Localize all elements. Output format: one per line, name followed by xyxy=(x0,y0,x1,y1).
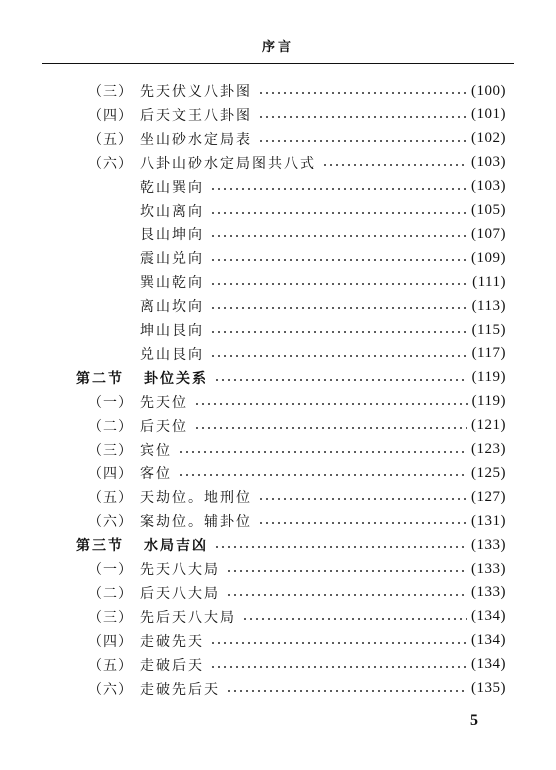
toc-row xyxy=(88,558,506,580)
dot-leader xyxy=(210,307,468,309)
toc-entry-page: (133) xyxy=(471,560,506,577)
toc-entry-number: （一） xyxy=(88,562,133,578)
toc-entry-number: （二） xyxy=(88,585,133,602)
toc-row xyxy=(140,200,506,222)
dot-leader xyxy=(258,140,467,142)
toc-entry-page: (133) xyxy=(471,584,506,601)
dot-leader xyxy=(226,570,467,572)
toc-row xyxy=(88,654,506,676)
toc-row xyxy=(140,247,506,269)
toc-entry-page: (135) xyxy=(471,680,506,696)
dot-leader xyxy=(210,355,468,357)
toc-entry-number: （五） xyxy=(88,490,133,507)
toc-row xyxy=(88,415,506,437)
toc-entry-number: （五） xyxy=(88,657,133,674)
dot-leader xyxy=(226,594,467,596)
toc-entry-page: (105) xyxy=(471,202,506,218)
dot-leader xyxy=(214,379,468,381)
toc-entry-title: 水局吉凶 xyxy=(144,538,208,555)
toc-entry-title: 离山坎向 xyxy=(140,299,204,316)
dot-leader xyxy=(214,546,467,548)
toc-entry-number: （四） xyxy=(88,466,133,483)
toc-row xyxy=(88,630,506,652)
toc-entry-page: (127) xyxy=(471,488,506,505)
dot-leader xyxy=(242,618,467,620)
dot-leader xyxy=(210,212,467,214)
toc-entry-title: 走破先天 xyxy=(140,633,204,650)
toc-row xyxy=(140,271,506,293)
toc-entry-number: （四） xyxy=(88,107,133,124)
toc-row xyxy=(88,80,506,102)
toc-row xyxy=(88,128,506,150)
dot-leader xyxy=(210,331,468,333)
toc-row xyxy=(88,606,506,628)
toc-entry-title: 巽山乾向 xyxy=(140,275,204,292)
dot-leader xyxy=(194,403,468,405)
toc-entry-page: (115) xyxy=(471,321,506,338)
toc-entry-page: (125) xyxy=(471,464,506,481)
toc-entry-number: （五） xyxy=(88,131,133,148)
dot-leader xyxy=(210,642,467,644)
toc-entry-page: (121) xyxy=(471,417,506,434)
toc-entry-title: 坤山艮向 xyxy=(140,323,204,339)
toc-entry-number: 第三节 xyxy=(76,538,124,555)
toc-entry-title: 乾山巽向 xyxy=(140,179,204,196)
toc-entry-page: (119) xyxy=(471,393,506,410)
toc-entry-title: 先天位 xyxy=(140,394,188,411)
toc-row xyxy=(140,319,506,341)
toc-entry-page: (131) xyxy=(471,512,506,529)
toc-entry-title: 走破后天 xyxy=(140,657,204,674)
toc-row xyxy=(140,176,506,198)
toc-entry-page: (103) xyxy=(471,178,506,195)
toc-entry-title: 后天八大局 xyxy=(140,585,220,602)
dot-leader xyxy=(178,474,467,476)
toc-entry-title: 八卦山砂水定局图共八式 xyxy=(140,155,316,172)
toc-entry-title: 卦位关系 xyxy=(144,370,208,387)
dot-leader xyxy=(194,427,467,429)
toc-entry-page: (102) xyxy=(471,130,506,147)
toc-row xyxy=(88,152,506,174)
toc-entry-title: 坐山砂水定局表 xyxy=(140,131,252,148)
toc-entry-title: 坎山离向 xyxy=(140,203,204,220)
toc-entry-number: （三） xyxy=(88,442,133,459)
toc-entry-page: (111) xyxy=(472,273,506,290)
toc-entry-page: (134) xyxy=(471,608,506,625)
toc-entry-title: 震山兑向 xyxy=(140,251,204,268)
toc-entry-title: 案劫位。辅卦位 xyxy=(140,514,252,531)
toc-entry-page: (113) xyxy=(471,297,506,314)
dot-leader xyxy=(210,283,468,285)
toc-entry-title: 后天文王八卦图 xyxy=(140,107,252,124)
toc-section-row xyxy=(76,367,506,389)
toc-entry-number: （四） xyxy=(88,633,133,650)
toc-entry-title: 艮山坤向 xyxy=(140,227,204,244)
toc-entry-number: （六） xyxy=(88,514,133,531)
toc-entry-page: (109) xyxy=(471,249,506,266)
toc-row xyxy=(140,343,506,365)
toc-entry-title: 先天八大局 xyxy=(140,562,220,578)
dot-leader xyxy=(210,188,467,190)
toc-row xyxy=(88,439,506,461)
toc-entry-number: （三） xyxy=(88,609,133,626)
toc-entry-title: 先天伏义八卦图 xyxy=(140,84,252,100)
toc-row xyxy=(140,223,506,245)
dot-leader xyxy=(258,92,467,94)
toc-entry-number: （一） xyxy=(88,394,133,411)
toc-entry-title: 客位 xyxy=(140,466,172,483)
toc-entry-page: (133) xyxy=(471,536,506,553)
running-header: 序言 xyxy=(261,40,294,55)
toc-entry-page: (134) xyxy=(471,656,506,673)
toc-row xyxy=(140,295,506,317)
dot-leader xyxy=(210,235,467,237)
toc-entry-number: （三） xyxy=(88,84,133,100)
toc-row xyxy=(88,582,506,604)
page-number: 5 xyxy=(470,712,478,729)
toc-entry-title: 走破先后天 xyxy=(140,681,220,698)
toc-entry-page: (117) xyxy=(471,345,506,362)
toc-entry-page: (101) xyxy=(471,106,506,123)
toc-entry-page: (134) xyxy=(471,632,506,649)
toc-section-row xyxy=(76,534,506,556)
dot-leader xyxy=(210,259,467,261)
dot-leader xyxy=(226,690,467,692)
toc-entry-title: 后天位 xyxy=(140,418,188,435)
toc-entry-page: (100) xyxy=(471,82,506,99)
toc-entry-page: (103) xyxy=(471,154,506,171)
dot-leader xyxy=(258,498,467,500)
toc-row xyxy=(88,391,506,413)
toc-entry-page: (123) xyxy=(471,441,506,457)
toc-entry-title: 天劫位。地刑位 xyxy=(140,490,252,507)
toc-row xyxy=(88,462,506,484)
toc-row xyxy=(88,678,506,700)
toc-entry-number: （六） xyxy=(88,155,133,172)
dot-leader xyxy=(178,451,467,453)
dot-leader xyxy=(258,522,467,524)
dot-leader xyxy=(322,164,467,166)
toc-entry-title: 宾位 xyxy=(140,442,172,459)
toc-entry-title: 先后天八大局 xyxy=(140,609,236,626)
toc-entry-title: 兑山艮向 xyxy=(140,346,204,363)
toc-entry-page: (119) xyxy=(471,369,506,386)
dot-leader xyxy=(258,116,467,118)
dot-leader xyxy=(210,666,467,668)
toc-row xyxy=(88,104,506,126)
toc-entry-page: (107) xyxy=(471,225,506,242)
header-rule xyxy=(42,63,514,64)
toc-row xyxy=(88,486,506,508)
toc-entry-number: 第二节 xyxy=(76,370,124,387)
toc-row xyxy=(88,510,506,532)
toc-entry-number: （六） xyxy=(88,681,133,698)
toc-entry-number: （二） xyxy=(88,418,133,435)
